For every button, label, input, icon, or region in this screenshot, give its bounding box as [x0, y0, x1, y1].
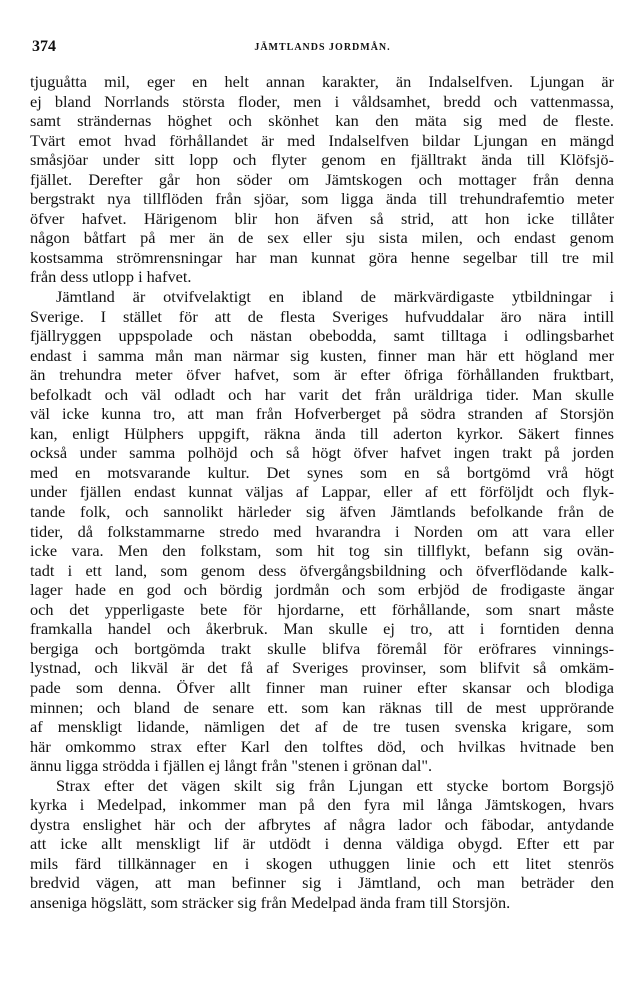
text-line: samt strändernas höghet och skönhet kan den mäta sig med de fleste.	[30, 111, 614, 131]
text-line: bredvid vägen, att man befinner sig i Jämtland, och man beträder den	[30, 873, 614, 893]
text-line: befolkadt och väl odladt och har varit det från uräldriga tider. Man skulle	[30, 384, 614, 404]
text-line: tande folk, och sannolikt härleder sig äfven Jämtlands befolkande från de	[30, 502, 614, 522]
text-line: lystnad, och likväl är det få af Sveriges provinser, som blifvit så omkäm-	[30, 658, 614, 678]
text-line: här omkommo strax efter Karl den tolftes död, och hvilkas hvitnade ben	[30, 736, 614, 756]
text-line: minnen; och bland de senare ett. som kan räknas till de mest upprörande	[30, 697, 614, 717]
text-line: väl icke kunna tro, att man från Hofverberget på södra stranden af Storsjön	[30, 404, 614, 424]
text-line: bergstrakt nya tillflöden från sjöar, som ligga ända till trehundrafemtio meter	[30, 189, 614, 209]
text-line: från dess utlopp i hafvet.	[30, 267, 192, 287]
text-line: anseniga högslätt, som sträcker sig från Medelpad ända fram till Storsjön.	[30, 892, 511, 912]
text-line: dystra enslighet här och der afbrytes af några lador och fäbodar, antydande	[30, 814, 614, 834]
text-line: öfver hafvet. Härigenom blir hon äfven så strid, att hon icke tillåter	[30, 208, 614, 228]
text-line: att icke allt menskligt lif är utdödt i denna väldiga obygd. Efter ett par	[30, 834, 614, 854]
text-line: och det ypperligaste bete för hjordarne, ett förhållande, som snart måste	[30, 599, 614, 619]
text-line: mils färd tillkännager en i skogen uthuggen linie och ett litet stenrös	[30, 853, 614, 873]
text-line: småsjöar under sitt lopp och flyter genom en fjälltrakt ända till Klöfsjö-	[30, 150, 614, 170]
text-line: endast i samma mån man närmar sig kusten, finner man här ett högland mer	[30, 345, 614, 365]
text-line: icke vara. Men den folkstam, som hit tog sin tillflykt, befann sig ovän-	[30, 541, 614, 561]
text-line: kan, enligt Hülphers uppgift, räkna ända till aderton kyrkor. Säkert finnes	[30, 423, 614, 443]
text-line: med en motsvarande kultur. Det synes som en så bortgömd vrå högt	[30, 462, 614, 482]
text-line: kostsamma strömrensningar har man kunnat göra henne segelbar till tre mil	[30, 247, 614, 267]
text-line: af menskligt lidande, nämligen det af de tre tusen svenska krigare, som	[30, 717, 614, 737]
text-line: någon båtfart på mer än de sex eller sju sista milen, och endast genom	[30, 228, 614, 248]
text-line: ännu ligga strödda i fjällen ej långt från "stenen i grönan dal".	[30, 756, 433, 776]
paragraph	[30, 287, 614, 776]
text-line: Jämtland är otvifvelaktigt en ibland de märkvärdigaste ytbildningar i	[56, 287, 614, 307]
text-line: ej bland Norrlands största floder, men i våldsamhet, bredd och vattenmassa,	[30, 91, 614, 111]
text-line: bergiga och bortgömda trakt skulle blifva föremål för eröfrares vinnings-	[30, 638, 614, 658]
text-line: än trehundra meter öfver hafvet, som är efter öfriga förhållanden fruktbart,	[30, 365, 614, 385]
text-line: fjällryggen uppspolade och nästan obebodda, samt tilltaga i odlingsbarhet	[30, 326, 614, 346]
text-line: också under samma polhöjd och så högt öfver hafvet ingen trakt på jorden	[30, 443, 614, 463]
paragraph	[30, 72, 614, 287]
page-number: 374	[32, 38, 56, 55]
text-line: under fjällen endast kunnat väljas af Lappar, eller af ett förföljdt och flyk-	[30, 482, 614, 502]
text-line: framkalla handel och åkerbruk. Man skulle ej tro, att i forntiden denna	[30, 619, 614, 639]
text-line: Strax efter det vägen skilt sig från Ljungan ett stycke bortom Borgsjö	[56, 775, 614, 795]
text-line: pade som denna. Öfver allt finner man ruiner efter skansar och blodiga	[30, 677, 614, 697]
text-line: Tvärt emot hvad förhållandet är med Indalselfven bildar Ljungan en mängd	[30, 130, 614, 150]
running-title: JÄMTLANDS JORDMÅN.	[254, 42, 391, 53]
text-line: kyrka i Medelpad, inkommer man på den fyra mil långa Jämtskogen, hvars	[30, 795, 614, 815]
text-line: lager hade en god och bördig jordmån och som erbjöd de frodigaste ängar	[30, 580, 614, 600]
text-line: fjället. Derefter går hon söder om Jämtskogen och mottager från denna	[30, 169, 614, 189]
page-header	[30, 38, 615, 60]
text-line: tider, då folkstammarne stredo med hvarandra i Norden om att vara eller	[30, 521, 614, 541]
body-text	[30, 72, 614, 913]
paragraph	[30, 776, 614, 913]
text-line: tjuguåtta mil, eger en helt annan karakter, än Indalselfven. Ljungan är	[30, 72, 614, 91]
paragraphs-container	[30, 72, 614, 913]
text-line: tadt i ett land, som genom dess öfvergångsbildning och öfverflödande kalk-	[30, 560, 614, 580]
text-line: Sverige. I stället för att de flesta Sveriges hufvuddalar äro nära intill	[30, 306, 614, 326]
